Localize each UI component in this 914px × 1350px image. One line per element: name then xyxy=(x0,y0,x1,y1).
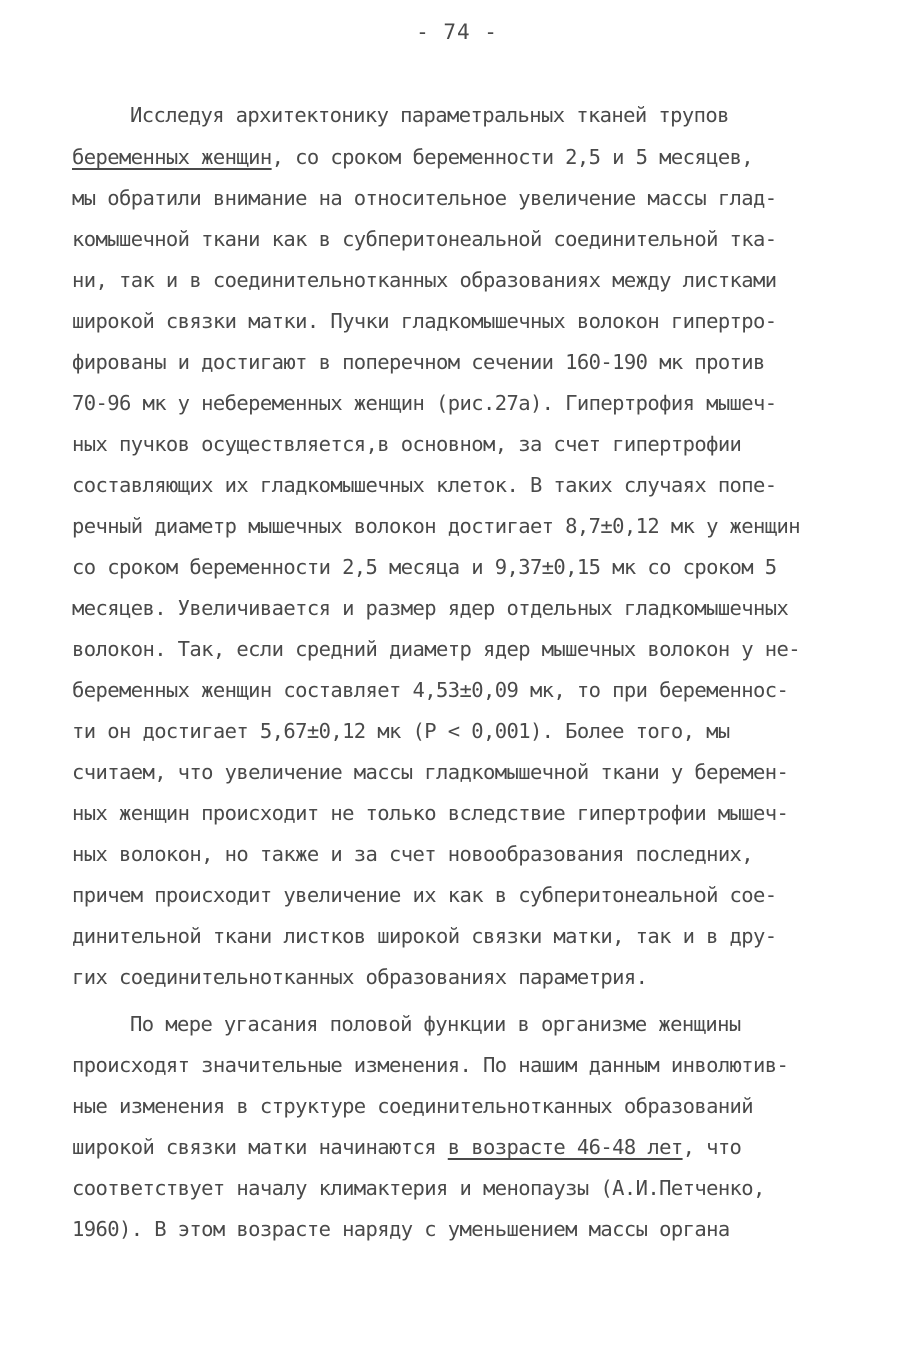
text-line: широкой связки матки. Пучки гладкомышечных волокон гипертро- xyxy=(72,309,777,333)
text-line: 1960). В этом возрасте наряду с уменьшением массы органа xyxy=(72,1217,730,1241)
page-number: - 74 - xyxy=(416,20,498,44)
text-line: волокон. Так, если средний диаметр ядер мышечных волокон у не- xyxy=(72,637,801,661)
text-line: беременных женщин составляет 4,53±0,09 мк, то при беременнос- xyxy=(72,678,789,702)
text-line: соответствует началу климактерия и менопаузы (А.И.Петченко, xyxy=(72,1176,765,1200)
text-line: гих соединительнотканных образованиях параметрия. xyxy=(72,965,648,989)
text-line: комышечной ткани как в субперитонеальной соединительной тка- xyxy=(72,227,777,251)
text-line: фированы и достигают в поперечном сечении 160-190 мк против xyxy=(72,350,765,374)
text-line: беременных женщин, со сроком беременности 2,5 и 5 месяцев, xyxy=(72,145,754,169)
text-line: ные изменения в структуре соединительнотканных образований xyxy=(72,1094,754,1118)
text-line: месяцев. Увеличивается и размер ядер отдельных гладкомышечных xyxy=(72,596,789,620)
text-line: широкой связки матки начинаются в возрасте 46-48 лет, что xyxy=(72,1135,742,1159)
text-line: причем происходит увеличение их как в субперитонеальной сое- xyxy=(72,883,777,907)
text-line: Исследуя архитектонику параметральных тканей трупов xyxy=(130,103,729,127)
underlined-text: беременных женщин xyxy=(72,145,272,169)
text-line: По мере угасания половой функции в организме женщины xyxy=(130,1012,741,1036)
text-line: ни, так и в соединительнотканных образованиях между листками xyxy=(72,268,777,292)
text-line: речный диаметр мышечных волокон достигает 8,7±0,12 мк у женщин xyxy=(72,514,801,538)
text-line: мы обратили внимание на относительное увеличение массы глад- xyxy=(72,186,777,210)
text-line: составляющих их гладкомышечных клеток. В таких случаях попе- xyxy=(72,473,777,497)
text-line: происходят значительные изменения. По нашим данным инволютив- xyxy=(72,1053,789,1077)
text-line: динительной ткани листков широкой связки матки, так и в дру- xyxy=(72,924,777,948)
text-line: 70-96 мк у небеременных женщин (рис.27а). Гипертрофия мышеч- xyxy=(72,391,777,415)
underlined-text: в возрасте 46-48 лет xyxy=(447,1135,683,1159)
text-line: ных женщин происходит не только вследствие гипертрофии мышеч- xyxy=(72,801,789,825)
text-line: со сроком беременности 2,5 месяца и 9,37±0,15 мк со сроком 5 xyxy=(72,555,777,579)
text-line: ти он достигает 5,67±0,12 мк (Р < 0,001). Более того, мы xyxy=(72,719,730,743)
text-line: считаем, что увеличение массы гладкомышечной ткани у беремен- xyxy=(72,760,789,784)
text-line: ных пучков осуществляется,в основном, за счет гипертрофии xyxy=(72,432,742,456)
text-line: ных волокон, но также и за счет новообразования последних, xyxy=(72,842,754,866)
